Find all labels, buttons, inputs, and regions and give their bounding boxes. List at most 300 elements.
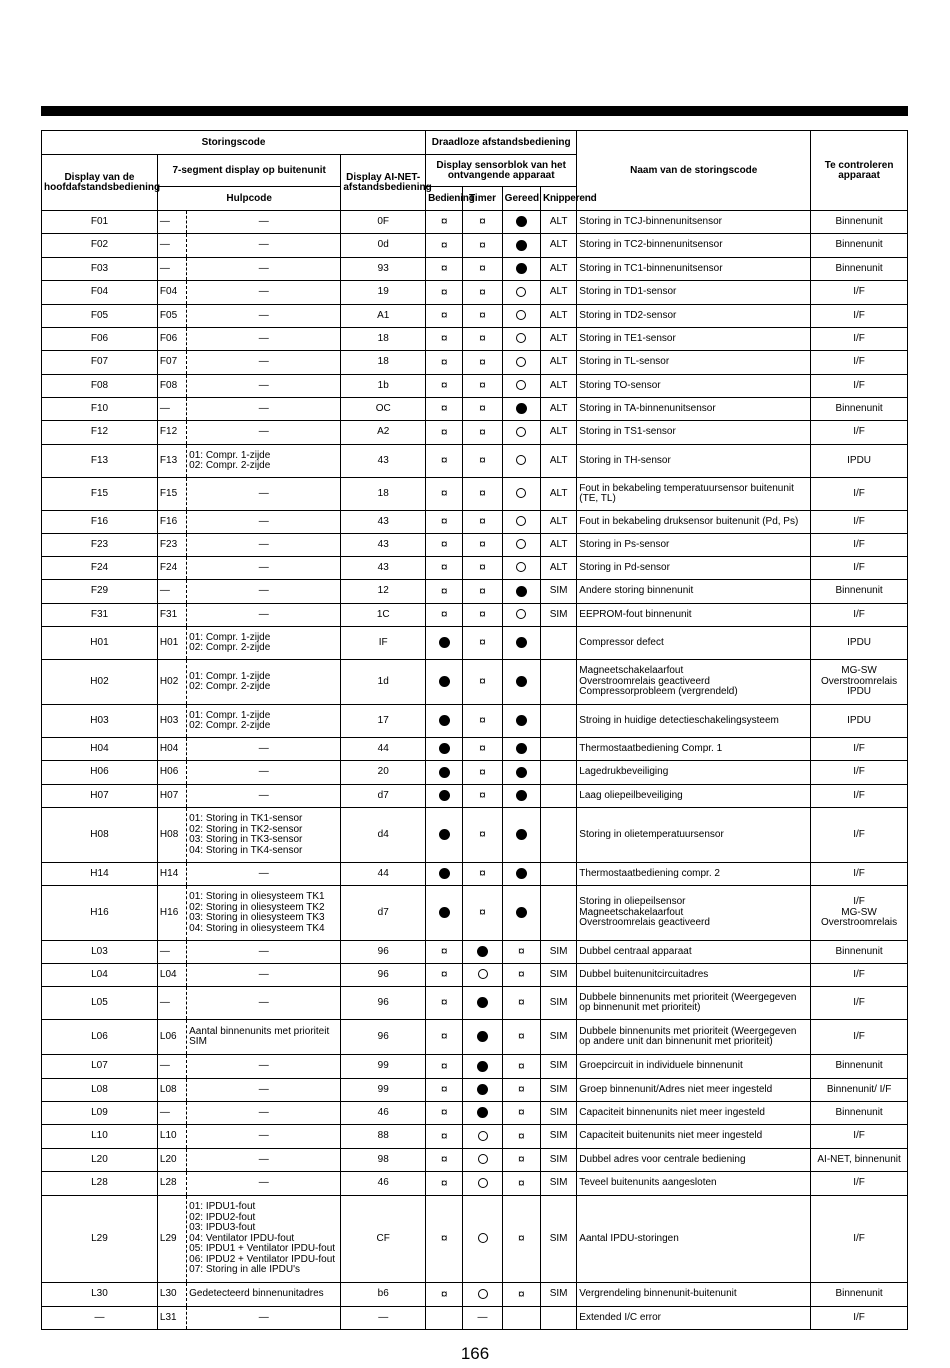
blink-icon: ¤	[517, 1286, 525, 1301]
table-row	[42, 375, 908, 398]
name-cell: Andere storing binnenunit	[577, 580, 811, 604]
name-cell: Capaciteit binnenunits niet meer ingesteld	[577, 1102, 811, 1125]
gereed-cell	[502, 738, 540, 761]
code-cell: H08	[42, 808, 158, 863]
timer-cell	[463, 511, 502, 534]
name-cell: Storing in olietemperatuursensor	[577, 808, 811, 863]
blink-icon: ¤	[440, 514, 448, 529]
segment-cell: L20	[157, 1149, 186, 1172]
timer-cell	[463, 1125, 502, 1149]
filled-circle-icon	[439, 767, 450, 778]
ainet-cell: 46	[341, 1102, 426, 1125]
gereed-cell	[502, 445, 540, 478]
knipperend-cell: ALT	[540, 281, 576, 305]
check-cell: I/F	[811, 375, 908, 398]
hulpcode-cell: 01: Compr. 1-zijde 02: Compr. 2-zijde	[187, 445, 341, 478]
filled-circle-icon	[439, 790, 450, 801]
hulpcode-cell: 01: IPDU1-fout 02: IPDU2-fout 03: IPDU3-fout 04: Ventilator IPDU-fout 05: IPDU1 + Ventilator IPDU-fout 06: IPDU2 + Ventilator IPDU-fout 07: Storing in alle IPDU's	[187, 1196, 341, 1283]
name-cell: Dubbel centraal apparaat	[577, 941, 811, 964]
knipperend-cell: SIM	[540, 1196, 576, 1283]
timer-cell	[463, 351, 502, 375]
blink-icon: ¤	[517, 1128, 525, 1143]
bediening-cell	[426, 1055, 463, 1079]
timer-cell	[463, 1283, 502, 1307]
segment-cell: H14	[157, 863, 186, 886]
hulpcode-cell: —	[187, 534, 341, 557]
bediening-cell	[426, 511, 463, 534]
ainet-cell: 96	[341, 1020, 426, 1055]
blink-icon: ¤	[440, 583, 448, 598]
knipperend-cell: ALT	[540, 534, 576, 557]
knipperend-cell: ALT	[540, 557, 576, 580]
blink-icon: ¤	[479, 583, 486, 598]
filled-circle-icon	[516, 907, 527, 918]
code-cell: F08	[42, 375, 158, 398]
ainet-cell: d7	[341, 886, 426, 941]
filled-circle-icon	[477, 1107, 488, 1118]
blink-icon: ¤	[440, 1231, 448, 1246]
ainet-cell: 1d	[341, 660, 426, 705]
gereed-cell	[502, 785, 540, 808]
gereed-cell	[502, 234, 540, 258]
table-row	[42, 660, 908, 705]
segment-cell: —	[157, 258, 186, 281]
table-row	[42, 761, 908, 785]
timer-cell	[463, 421, 502, 445]
gereed-cell	[502, 398, 540, 421]
segment-cell: —	[157, 211, 186, 234]
bediening-cell	[426, 738, 463, 761]
timer-cell	[463, 863, 502, 886]
segment-cell: —	[157, 1055, 186, 1079]
header-te-controleren: Te controleren apparaat	[811, 131, 908, 211]
name-cell: Storing in oliepeilsensor Magneetschakelaarfout Overstroomrelais geactiveerd	[577, 886, 811, 941]
segment-cell: H01	[157, 627, 186, 660]
bediening-cell	[426, 1196, 463, 1283]
segment-cell: F31	[157, 604, 186, 627]
hulpcode-cell: Aantal binnenunits met prioriteit SIM	[187, 1020, 341, 1055]
knipperend-cell	[540, 761, 576, 785]
timer-cell	[463, 941, 502, 964]
ainet-cell: A1	[341, 305, 426, 328]
blink-icon: ¤	[479, 453, 486, 468]
table-row	[42, 1055, 908, 1079]
timer-cell	[463, 398, 502, 421]
filled-circle-icon	[516, 715, 527, 726]
bediening-cell	[426, 557, 463, 580]
knipperend-cell: ALT	[540, 258, 576, 281]
knipperend-cell: SIM	[540, 1055, 576, 1079]
timer-cell	[463, 1055, 502, 1079]
hulpcode-cell: 01: Compr. 1-zijde 02: Compr. 2-zijde	[187, 660, 341, 705]
table-row	[42, 738, 908, 761]
code-cell: F23	[42, 534, 158, 557]
gereed-cell	[502, 863, 540, 886]
header-gereed: Gereed	[502, 187, 540, 211]
check-cell: I/F	[811, 1307, 908, 1330]
gereed-cell	[502, 1283, 540, 1307]
code-cell: H02	[42, 660, 158, 705]
bediening-cell	[426, 234, 463, 258]
bediening-cell	[426, 785, 463, 808]
table-row	[42, 1283, 908, 1307]
check-cell: I/F	[811, 1196, 908, 1283]
hulpcode-cell: —	[187, 351, 341, 375]
code-cell: —	[42, 1307, 158, 1330]
code-cell: F05	[42, 305, 158, 328]
timer-cell	[463, 281, 502, 305]
knipperend-cell: SIM	[540, 1125, 576, 1149]
filled-circle-icon	[477, 1031, 488, 1042]
name-cell: Teveel buitenunits aangesloten	[577, 1172, 811, 1196]
hulpcode-cell: —	[187, 511, 341, 534]
table-row	[42, 1079, 908, 1102]
name-cell: Storing in TS1-sensor	[577, 421, 811, 445]
segment-cell: L08	[157, 1079, 186, 1102]
header-display-hoofd: Display van de hoofdafstandsbediening	[42, 155, 158, 211]
ainet-cell: 96	[341, 987, 426, 1020]
name-cell: Dubbel buitenunitcircuitadres	[577, 964, 811, 987]
code-cell: H01	[42, 627, 158, 660]
knipperend-cell	[540, 627, 576, 660]
ainet-cell: OC	[341, 398, 426, 421]
open-circle-icon	[516, 380, 526, 390]
name-cell: Fout in bekabeling temperatuursensor buitenunit (TE, TL)	[577, 478, 811, 511]
code-cell: L09	[42, 1102, 158, 1125]
gereed-cell	[502, 557, 540, 580]
ainet-cell: 19	[341, 281, 426, 305]
check-cell: IPDU	[811, 445, 908, 478]
knipperend-cell: SIM	[540, 1283, 576, 1307]
timer-cell	[463, 234, 502, 258]
segment-cell: —	[157, 941, 186, 964]
segment-cell: F15	[157, 478, 186, 511]
check-cell: I/F	[811, 557, 908, 580]
knipperend-cell: SIM	[540, 1102, 576, 1125]
blink-icon: ¤	[440, 1286, 448, 1301]
open-circle-icon	[516, 455, 526, 465]
segment-cell: L04	[157, 964, 186, 987]
table-row	[42, 1196, 908, 1283]
blink-icon: ¤	[440, 237, 448, 252]
filled-circle-icon	[516, 767, 527, 778]
ainet-cell: 96	[341, 964, 426, 987]
segment-cell: L28	[157, 1172, 186, 1196]
knipperend-cell: ALT	[540, 398, 576, 421]
gereed-cell	[502, 421, 540, 445]
blink-icon: ¤	[440, 1175, 448, 1190]
name-cell: Storing TO-sensor	[577, 375, 811, 398]
table-row	[42, 863, 908, 886]
bediening-cell	[426, 534, 463, 557]
code-cell: L10	[42, 1125, 158, 1149]
blink-icon: ¤	[517, 967, 525, 982]
blink-icon: ¤	[440, 486, 448, 501]
timer-cell	[463, 1149, 502, 1172]
check-cell: Binnenunit	[811, 398, 908, 421]
bediening-cell	[426, 398, 463, 421]
gereed-cell	[502, 1196, 540, 1283]
gereed-cell	[502, 941, 540, 964]
filled-circle-icon	[477, 1084, 488, 1095]
open-circle-icon	[478, 969, 488, 979]
filled-circle-icon	[516, 676, 527, 687]
table-row	[42, 808, 908, 863]
ainet-cell: CF	[341, 1196, 426, 1283]
hulpcode-cell: —	[187, 1125, 341, 1149]
hulpcode-cell: 01: Compr. 1-zijde 02: Compr. 2-zijde	[187, 705, 341, 738]
check-cell: I/F	[811, 478, 908, 511]
segment-cell: H08	[157, 808, 186, 863]
hulpcode-cell: —	[187, 987, 341, 1020]
name-cell: Dubbele binnenunits met prioriteit (Weergegeven op andere unit dan binnenunit met prioriteit)	[577, 1020, 811, 1055]
ainet-cell: d7	[341, 785, 426, 808]
blink-icon: ¤	[479, 308, 486, 323]
filled-circle-icon	[516, 829, 527, 840]
knipperend-cell: ALT	[540, 211, 576, 234]
name-cell: Storing in TD1-sensor	[577, 281, 811, 305]
open-circle-icon	[516, 357, 526, 367]
header-naam: Naam van de storingscode	[577, 131, 811, 211]
check-cell: Binnenunit	[811, 580, 908, 604]
header-sensorblok: Display sensorblok van het ontvangende apparaat	[426, 155, 577, 187]
code-cell: H03	[42, 705, 158, 738]
open-circle-icon	[478, 1178, 488, 1188]
hulpcode-cell: —	[187, 421, 341, 445]
ainet-cell: 88	[341, 1125, 426, 1149]
check-cell: I/F	[811, 808, 908, 863]
top-rule	[41, 106, 908, 116]
blink-icon: ¤	[479, 424, 486, 439]
code-cell: L06	[42, 1020, 158, 1055]
ainet-cell: 0d	[341, 234, 426, 258]
code-cell: F10	[42, 398, 158, 421]
table-row	[42, 987, 908, 1020]
bediening-cell	[426, 660, 463, 705]
bediening-cell	[426, 1172, 463, 1196]
check-cell: AI-NET, binnenunit	[811, 1149, 908, 1172]
check-cell: Binnenunit	[811, 941, 908, 964]
hulpcode-cell: —	[187, 761, 341, 785]
table-row	[42, 211, 908, 234]
open-circle-icon	[516, 310, 526, 320]
knipperend-cell: SIM	[540, 1020, 576, 1055]
gereed-cell	[502, 1307, 540, 1330]
timer-cell	[463, 1020, 502, 1055]
check-cell: IPDU	[811, 627, 908, 660]
bediening-cell	[426, 627, 463, 660]
check-cell: Binnenunit	[811, 1055, 908, 1079]
check-cell: Binnenunit	[811, 1102, 908, 1125]
bediening-cell	[426, 705, 463, 738]
segment-cell: —	[157, 1102, 186, 1125]
table-row	[42, 941, 908, 964]
knipperend-cell	[540, 738, 576, 761]
filled-circle-icon	[516, 586, 527, 597]
table-row	[42, 421, 908, 445]
timer-cell	[463, 761, 502, 785]
table-row	[42, 1020, 908, 1055]
ainet-cell: 12	[341, 580, 426, 604]
blink-icon: ¤	[517, 1029, 525, 1044]
filled-circle-icon	[439, 676, 450, 687]
segment-cell: H04	[157, 738, 186, 761]
code-cell: F07	[42, 351, 158, 375]
segment-cell: L10	[157, 1125, 186, 1149]
timer-cell	[463, 604, 502, 627]
segment-cell: L30	[157, 1283, 186, 1307]
code-cell: L07	[42, 1055, 158, 1079]
gereed-cell	[502, 328, 540, 351]
gereed-cell	[502, 1149, 540, 1172]
open-circle-icon	[516, 427, 526, 437]
blink-icon: ¤	[517, 1231, 525, 1246]
name-cell: Storing in TC1-binnenunitsensor	[577, 258, 811, 281]
timer-cell	[463, 886, 502, 941]
table-row	[42, 234, 908, 258]
filled-circle-icon	[516, 637, 527, 648]
name-cell: Thermostaatbediening compr. 2	[577, 863, 811, 886]
open-circle-icon	[478, 1131, 488, 1141]
bediening-cell	[426, 1079, 463, 1102]
filled-circle-icon	[477, 997, 488, 1008]
name-cell: Vergrendeling binnenunit-buitenunit	[577, 1283, 811, 1307]
error-code-rows	[42, 211, 908, 1330]
blink-icon: ¤	[440, 331, 448, 346]
hulpcode-cell: —	[187, 1102, 341, 1125]
hulpcode-cell: —	[187, 580, 341, 604]
table-row	[42, 1307, 908, 1330]
bediening-cell	[426, 580, 463, 604]
table-row	[42, 328, 908, 351]
blink-icon: ¤	[479, 560, 486, 575]
knipperend-cell: SIM	[540, 987, 576, 1020]
table-row	[42, 305, 908, 328]
segment-cell: F08	[157, 375, 186, 398]
knipperend-cell	[540, 808, 576, 863]
ainet-cell: 99	[341, 1079, 426, 1102]
hulpcode-cell: —	[187, 328, 341, 351]
ainet-cell: b6	[341, 1283, 426, 1307]
blink-icon: ¤	[479, 741, 486, 756]
hulpcode-cell: —	[187, 604, 341, 627]
table-row	[42, 1172, 908, 1196]
bediening-cell	[426, 808, 463, 863]
ainet-cell: 43	[341, 511, 426, 534]
code-cell: F01	[42, 211, 158, 234]
bediening-cell	[426, 1307, 463, 1330]
blink-icon: ¤	[440, 1029, 448, 1044]
code-cell: L04	[42, 964, 158, 987]
gereed-cell	[502, 1079, 540, 1102]
timer-cell	[463, 557, 502, 580]
name-cell: Stroing in huidige detectieschakelingsysteem	[577, 705, 811, 738]
timer-cell	[463, 478, 502, 511]
blink-icon: ¤	[479, 635, 486, 650]
knipperend-cell: ALT	[540, 421, 576, 445]
blink-icon: ¤	[440, 995, 448, 1010]
code-cell: L08	[42, 1079, 158, 1102]
hulpcode-cell: —	[187, 398, 341, 421]
segment-cell: F13	[157, 445, 186, 478]
timer-cell	[463, 808, 502, 863]
segment-cell: F23	[157, 534, 186, 557]
bediening-cell	[426, 1125, 463, 1149]
timer-cell	[463, 305, 502, 328]
segment-cell: —	[157, 987, 186, 1020]
check-cell: I/F	[811, 738, 908, 761]
table-row	[42, 351, 908, 375]
check-cell: Binnenunit	[811, 234, 908, 258]
filled-circle-icon	[439, 715, 450, 726]
name-cell: Magneetschakelaarfout Overstroomrelais geactiveerd Compressorprobleem (vergrendeld)	[577, 660, 811, 705]
blink-icon: ¤	[517, 1082, 525, 1097]
blink-icon: ¤	[479, 514, 486, 529]
ainet-cell: IF	[341, 627, 426, 660]
knipperend-cell: ALT	[540, 234, 576, 258]
bediening-cell	[426, 941, 463, 964]
gereed-cell	[502, 258, 540, 281]
ainet-cell: 1C	[341, 604, 426, 627]
blink-icon: ¤	[440, 424, 448, 439]
gereed-cell	[502, 281, 540, 305]
code-cell: L28	[42, 1172, 158, 1196]
code-cell: F15	[42, 478, 158, 511]
check-cell: I/F	[811, 351, 908, 375]
gereed-cell	[502, 1172, 540, 1196]
name-cell: Compressor defect	[577, 627, 811, 660]
table-row	[42, 1125, 908, 1149]
hulpcode-cell: —	[187, 211, 341, 234]
name-cell: Dubbele binnenunits met prioriteit (Weergegeven op binnenunit met prioriteit)	[577, 987, 811, 1020]
bediening-cell	[426, 445, 463, 478]
header-draadloze: Draadloze afstandsbediening	[426, 131, 577, 155]
hulpcode-cell: 01: Storing in TK1-sensor 02: Storing in TK2-sensor 03: Storing in TK3-sensor 04: Storing in TK4-sensor	[187, 808, 341, 863]
open-circle-icon	[516, 516, 526, 526]
check-cell: I/F MG-SW Overstroomrelais	[811, 886, 908, 941]
segment-cell: —	[157, 580, 186, 604]
name-cell: Storing in Pd-sensor	[577, 557, 811, 580]
open-circle-icon	[478, 1289, 488, 1299]
blink-icon: ¤	[440, 1082, 448, 1097]
knipperend-cell	[540, 705, 576, 738]
segment-cell: F16	[157, 511, 186, 534]
knipperend-cell	[540, 785, 576, 808]
timer-cell: —	[463, 1307, 502, 1330]
filled-circle-icon	[477, 1061, 488, 1072]
code-cell: F12	[42, 421, 158, 445]
name-cell: Storing in TCJ-binnenunitsensor	[577, 211, 811, 234]
timer-cell	[463, 211, 502, 234]
hulpcode-cell: —	[187, 305, 341, 328]
table-row	[42, 511, 908, 534]
check-cell: I/F	[811, 534, 908, 557]
ainet-cell: d4	[341, 808, 426, 863]
check-cell: Binnenunit	[811, 258, 908, 281]
blink-icon: ¤	[440, 354, 448, 369]
bediening-cell	[426, 1102, 463, 1125]
hulpcode-cell: 01: Compr. 1-zijde 02: Compr. 2-zijde	[187, 627, 341, 660]
gereed-cell	[502, 375, 540, 398]
gereed-cell	[502, 808, 540, 863]
code-cell: H16	[42, 886, 158, 941]
knipperend-cell: ALT	[540, 305, 576, 328]
bediening-cell	[426, 281, 463, 305]
name-cell: Laag oliepeilbeveiliging	[577, 785, 811, 808]
gereed-cell	[502, 604, 540, 627]
table-row	[42, 534, 908, 557]
hulpcode-cell: —	[187, 1149, 341, 1172]
